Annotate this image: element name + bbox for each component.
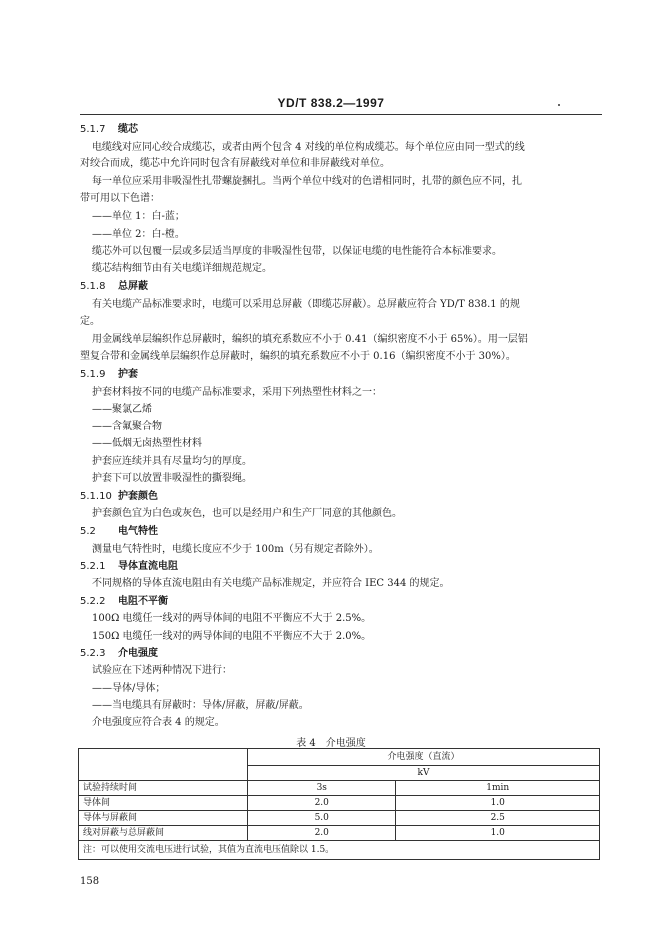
- section-5-1-8-heading: [80, 280, 148, 294]
- paragraph-line: 护套应连续并具有尽量均匀的厚度。: [92, 456, 252, 467]
- section-number: 5.1.10: [80, 491, 112, 502]
- paragraph-line: 试验应在下述两种情况下进行：: [92, 665, 232, 676]
- table-cell: 2.0: [248, 796, 396, 811]
- table-cell: 2.0: [248, 826, 396, 841]
- table-note: 注：可以使用交流电压进行试验，其值为直流电压值除以 1.5。: [79, 841, 600, 860]
- section-5-1-7-heading: [80, 123, 138, 137]
- list-item: ——单位 2：白-橙。: [92, 229, 185, 240]
- section-title: 护套: [118, 369, 138, 380]
- paragraph-line: 有关电缆产品标准要求时，电缆可以采用总屏蔽（即缆芯屏蔽）。总屏蔽应符合 YD/T 838.1 的规: [92, 299, 520, 310]
- table-row: [79, 781, 600, 796]
- list-item: ——低烟无卤热塑性材料: [92, 438, 202, 449]
- table-corner-cell: [79, 749, 248, 781]
- dielectric-strength-table: [78, 748, 600, 860]
- section-number: 5.1.7: [80, 124, 106, 135]
- table-row: [79, 826, 600, 841]
- paragraph-line: 护套颜色宜为白色或灰色，也可以是经用户和生产厂同意的其他颜色。: [92, 508, 402, 519]
- header-rule: [80, 114, 602, 115]
- section-title: 缆芯: [118, 124, 138, 135]
- table-cell: 2.5: [396, 811, 600, 826]
- section-number: 5.2.1: [80, 561, 106, 572]
- paragraph-line: 缆芯外可以包覆一层或多层适当厚度的非吸湿性包带，以保证电缆的电性能符合本标准要求。: [92, 246, 502, 257]
- section-title: 介电强度: [118, 648, 158, 659]
- section-5-1-9-heading: [80, 368, 138, 382]
- section-number: 5.1.8: [80, 281, 106, 292]
- section-title: 总屏蔽: [118, 281, 148, 292]
- section-number: 5.1.9: [80, 369, 106, 380]
- table-cell: 5.0: [248, 811, 396, 826]
- section-number: 5.2.2: [80, 596, 106, 607]
- row-label: 导体间: [79, 796, 248, 811]
- table-cell: 1.0: [396, 826, 600, 841]
- paragraph-line: 测量电气特性时，电缆长度应不少于 100m（另有规定者除外）。: [92, 544, 379, 555]
- row-label: 试验持续时间: [79, 781, 248, 796]
- table-note-row: [79, 841, 600, 860]
- page-number: 158: [80, 876, 100, 887]
- paragraph-line: 对绞合而成，缆芯中允许同时包含有屏蔽线对单位和非屏蔽线对单位。: [80, 158, 390, 169]
- paragraph-line: 定。: [80, 316, 100, 327]
- section-title: 电阻不平衡: [118, 596, 168, 607]
- table-caption: 表 4 介电强度: [296, 738, 366, 749]
- section-number: 5.2.3: [80, 648, 106, 659]
- table-row: [79, 811, 600, 826]
- table-row: [79, 796, 600, 811]
- table-header-cell: 介电强度（直流）: [248, 749, 600, 766]
- section-5-1-10-heading: [80, 490, 158, 504]
- list-item: ——导体/导体；: [92, 683, 166, 694]
- table-unit-cell: kV: [248, 766, 600, 781]
- section-title: 导体直流电阻: [118, 561, 178, 572]
- table-header-row: [79, 749, 600, 766]
- list-item: ——当电缆具有屏蔽时：导体/屏蔽，屏蔽/屏蔽。: [92, 700, 309, 711]
- paragraph-line: 护套材料按不同的电缆产品标准要求，采用下列热塑性材料之一：: [92, 387, 382, 398]
- section-5-2-2-heading: [80, 595, 168, 609]
- section-number: 5.2: [80, 526, 96, 537]
- speck: [558, 104, 560, 106]
- paragraph-line: 介电强度应符合表 4 的规定。: [92, 717, 225, 728]
- paragraph-line: 护套下可以放置非吸湿性的撕裂绳。: [92, 473, 252, 484]
- paragraph-line: 每一单位应采用非吸湿性扎带螺旋捆扎。当两个单位中线对的色谱相同时，扎带的颜色应不同，扎: [92, 176, 522, 187]
- section-title: 电气特性: [118, 526, 158, 537]
- paragraph-line: 带可用以下色谱：: [80, 193, 160, 204]
- list-item: ——聚氯乙烯: [92, 404, 152, 415]
- row-label: 导体与屏蔽间: [79, 811, 248, 826]
- standard-number-header: YD/T 838.2—1997: [277, 96, 385, 110]
- paragraph-line: 缆芯结构细节由有关电缆详细规范规定。: [92, 263, 272, 274]
- row-label: 线对屏蔽与总屏蔽间: [79, 826, 248, 841]
- section-5-2-3-heading: [80, 647, 158, 661]
- list-item: ——单位 1：白-蓝；: [92, 211, 185, 222]
- table-cell: 3s: [248, 781, 396, 796]
- list-item: ——含氟聚合物: [92, 421, 162, 432]
- paragraph-line: 用金属线单层编织作总屏蔽时，编织的填充系数应不小于 0.41（编织密度不小于 65%）。用一层铝: [92, 334, 528, 345]
- paragraph-line: 100Ω 电缆任一线对的两导体间的电阻不平衡应不大于 2.5%。: [92, 613, 372, 624]
- section-title: 护套颜色: [118, 491, 158, 502]
- paragraph-line: 不同规格的导体直流电阻由有关电缆产品标准规定，并应符合 IEC 344 的规定。: [92, 578, 450, 589]
- table-cell: 1min: [396, 781, 600, 796]
- paragraph-line: 150Ω 电缆任一线对的两导体间的电阻不平衡应不大于 2.0%。: [92, 631, 372, 642]
- table-cell: 1.0: [396, 796, 600, 811]
- section-5-2-heading: [80, 525, 158, 539]
- paragraph-line: 电缆线对应同心绞合成缆芯，或者由两个包含 4 对线的单位构成缆芯。每个单位应由同一型式的线: [92, 142, 525, 153]
- section-5-2-1-heading: [80, 560, 178, 574]
- paragraph-line: 塑复合带和金属线单层编织作总屏蔽时，编织的填充系数应不小于 0.16（编织密度不小于 30%）。: [80, 351, 516, 362]
